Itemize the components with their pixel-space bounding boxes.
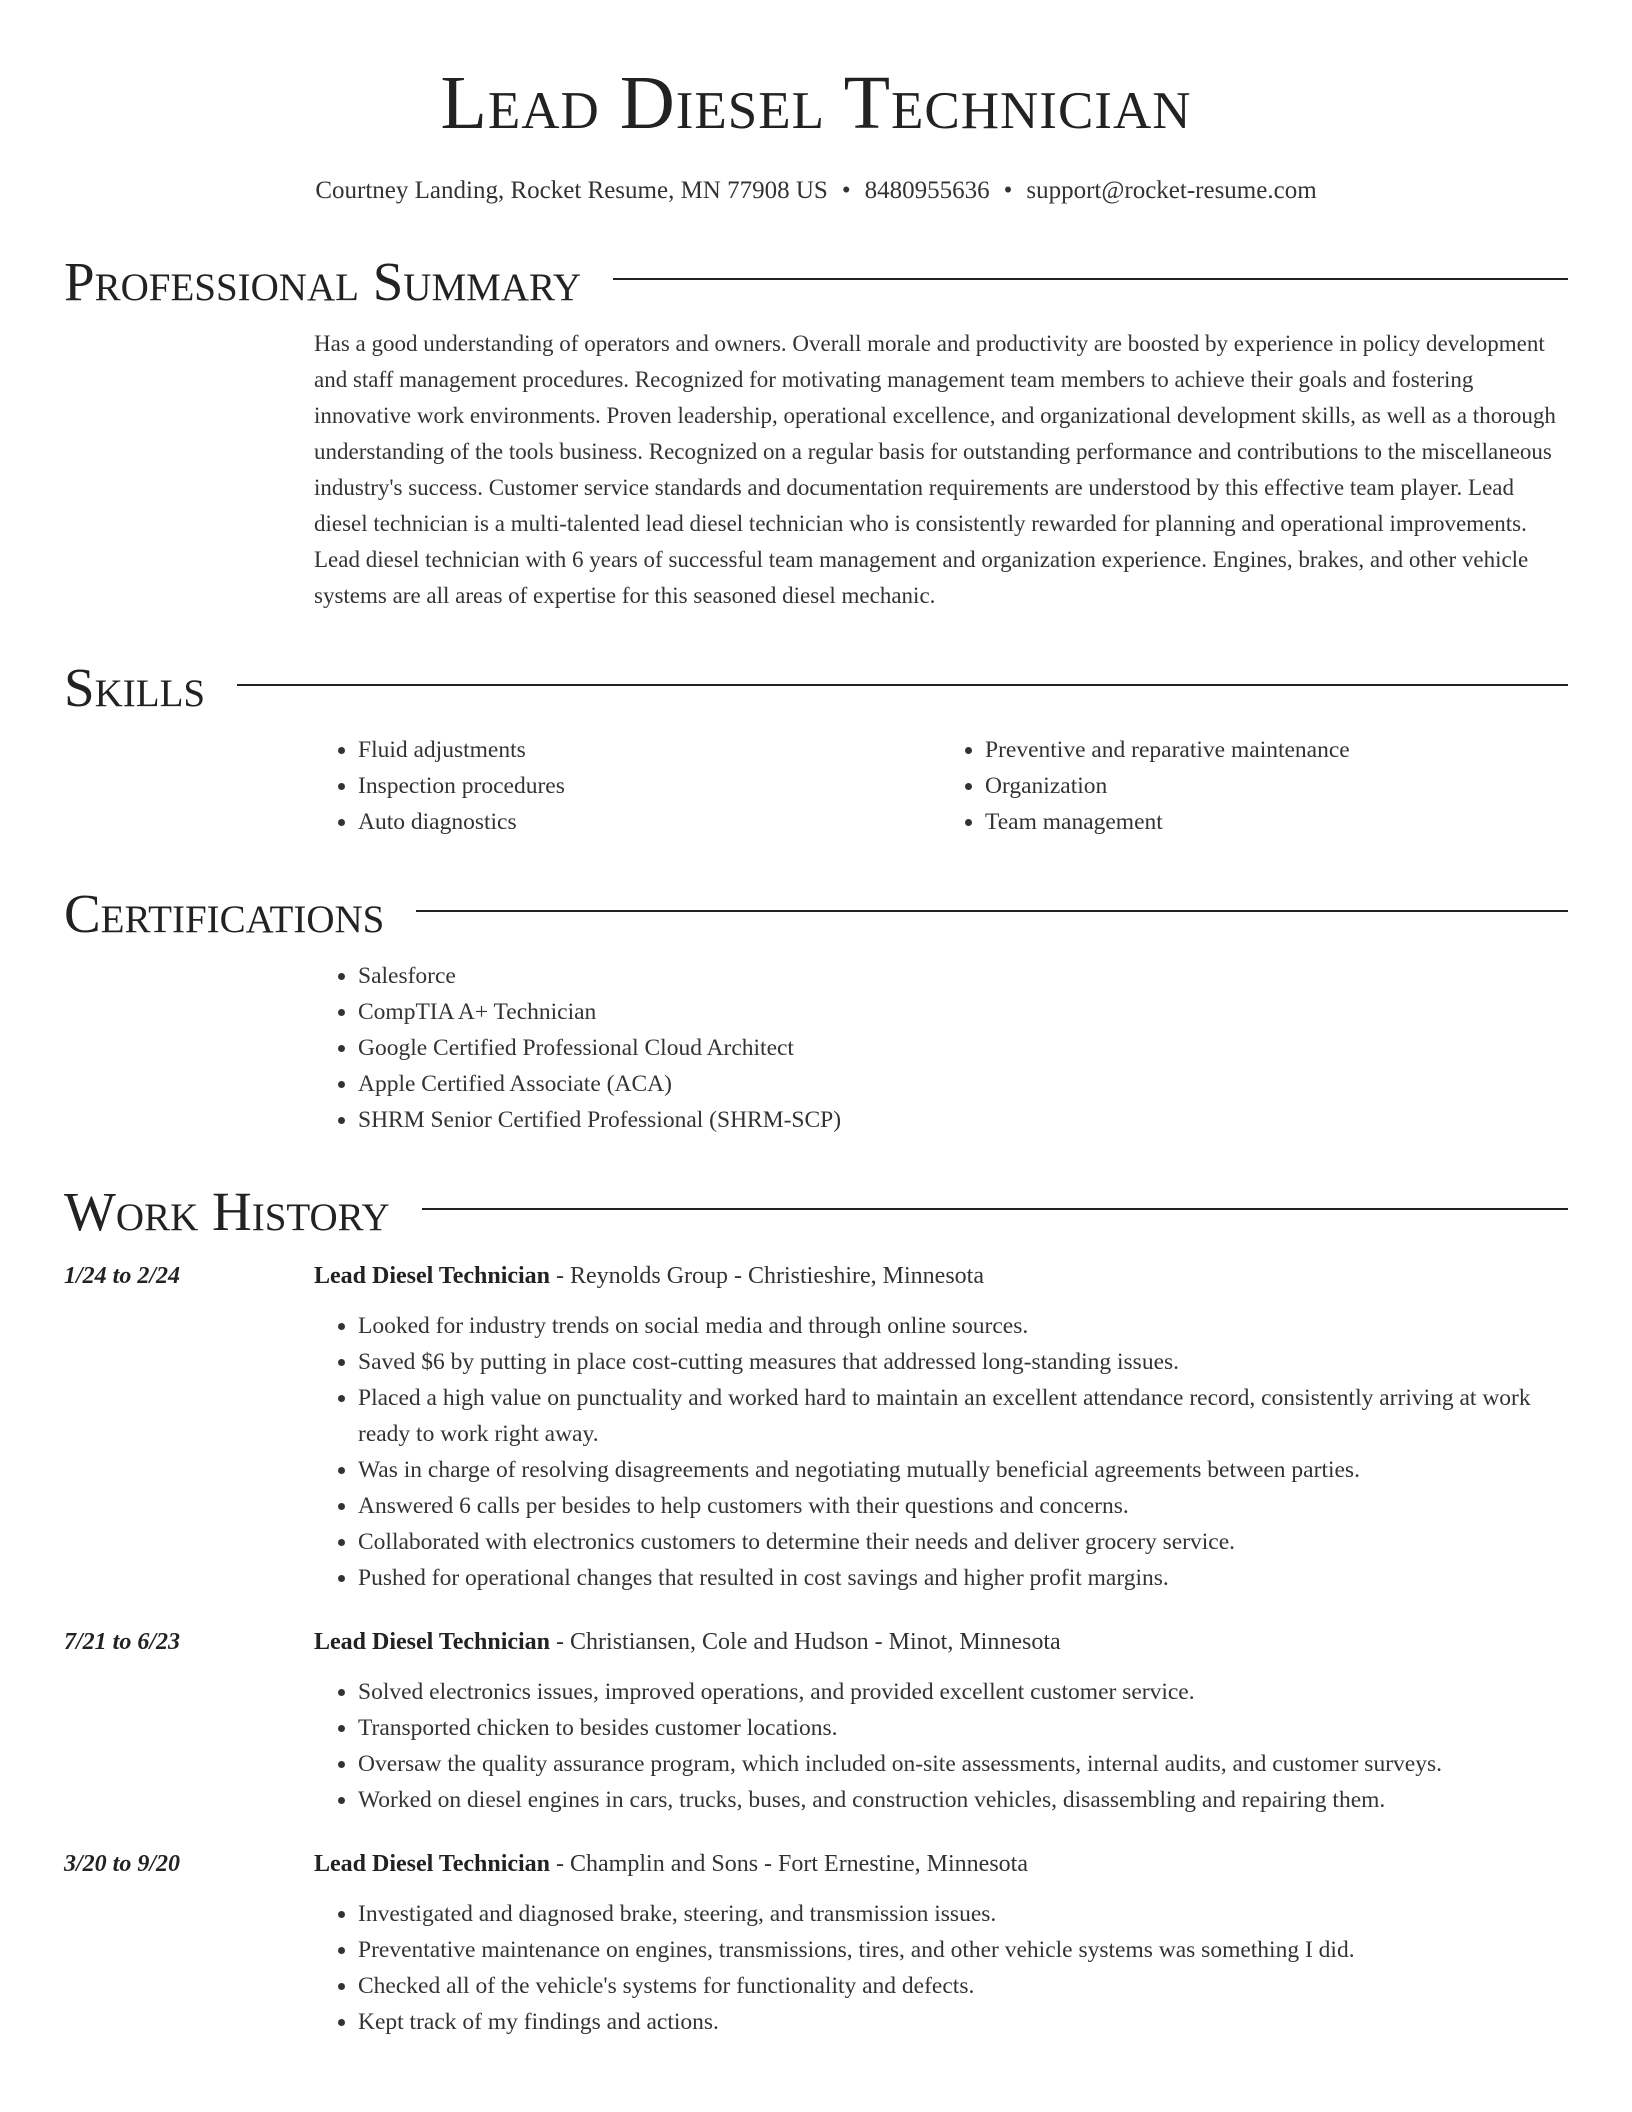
job-title-line [314,1258,1568,1294]
skill-item: • Preventive and reparative maintenance [985,732,1568,768]
skills-column-right [941,732,1568,840]
job-header [64,1624,1568,1660]
section-divider [237,684,1568,686]
job-bullets [314,1308,1568,1596]
certification-item: • Salesforce [358,958,1568,994]
skill-item: • Organization [985,768,1568,804]
skill-item: • Auto diagnostics [358,804,941,840]
job-entry [64,1258,1568,1596]
section-divider [416,910,1568,912]
certifications-list [314,958,1568,1138]
job-header [64,1846,1568,1882]
resume-name: Lead Diesel Technician [440,61,1192,145]
job-entry [64,1846,1568,2040]
job-bullet: • Looked for industry trends on social media and through online sources. [358,1308,1568,1344]
summary-heading: Professional Summary [64,251,582,312]
skill-item: • Fluid adjustments [358,732,941,768]
contact-address: Courtney Landing, Rocket Resume, MN 77908 US [315,177,828,204]
contact-phone: 8480955636 [864,177,990,204]
section-divider [613,278,1568,280]
skills-column-left [314,732,941,840]
job-bullet: • Checked all of the vehicle's systems for functionality and defects. [358,1968,1568,2004]
certification-item: • Apple Certified Associate (ACA) [358,1066,1568,1102]
job-bullet: • Pushed for operational changes that resulted in cost savings and higher profit margins. [358,1560,1568,1596]
summary-text: Has a good understanding of operators and owners. Overall morale and productivity are boosted by experience in policy development and staff management procedures. Recognized for motivating management team members to achieve their goals and fostering innovative work environments. Proven leadership, operational excellence, and organizational development skills, as well as a thorough understanding of the tools business. Recognized on a regular basis for outstanding performance and contributions to the miscellaneous industry's success. Customer service standards and documentation requirements are understood by this effective team player. Lead diesel technician is a multi-talented lead diesel technician who is consistently rewarded for planning and operational improvements. Lead diesel technician with 6 years of successful team management and organization experience. Engines, brakes, and other vehicle systems are all areas of expertise for this seasoned diesel mechanic. [314,331,1556,608]
job-bullet: • Oversaw the quality assurance program, which included on-site assessments, internal audits, and customer surveys. [358,1746,1568,1782]
job-bullet: • Worked on diesel engines in cars, trucks, buses, and construction vehicles, disassembling and repairing them. [358,1782,1568,1818]
work-history-section-header [64,1182,1568,1242]
job-header [64,1258,1568,1294]
skills-heading: Skills [64,657,206,718]
section-divider [422,1208,1568,1210]
job-bullets [314,1674,1568,1818]
certification-item: • Google Certified Professional Cloud Architect [358,1030,1568,1066]
job-title: Lead Diesel Technician [314,1629,551,1655]
contact-separator: • [1003,177,1013,204]
contact-line [64,174,1568,208]
certifications-section-header [64,884,1568,944]
job-company: - Champlin and Sons - Fort Ernestine, Minnesota [550,1851,1028,1877]
skill-item: • Team management [985,804,1568,840]
job-dates: 7/21 to 6/23 [64,1629,181,1655]
work-history-heading: Work History [64,1181,390,1242]
certifications-heading: Certifications [64,883,385,944]
job-bullet: • Was in charge of resolving disagreements and negotiating mutually beneficial agreements between parties. [358,1452,1568,1488]
job-bullet: • Placed a high value on punctuality and worked hard to maintain an excellent attendance record, consistently arriving at work ready to work right away. [358,1380,1568,1452]
job-bullet: • Investigated and diagnosed brake, steering, and transmission issues. [358,1896,1568,1932]
job-bullets [314,1896,1568,2040]
job-title: Lead Diesel Technician [314,1263,551,1289]
job-bullet: • Solved electronics issues, improved operations, and provided excellent customer service. [358,1674,1568,1710]
job-bullet: • Answered 6 calls per besides to help customers with their questions and concerns. [358,1488,1568,1524]
job-dates: 3/20 to 9/20 [64,1851,181,1877]
job-dates: 1/24 to 2/24 [64,1263,181,1289]
skills-list [314,732,1568,840]
job-company: - Christiansen, Cole and Hudson - Minot, Minnesota [550,1629,1061,1655]
job-title-line [314,1624,1568,1660]
job-bullet: • Preventative maintenance on engines, transmissions, tires, and other vehicle systems was something I did. [358,1932,1568,1968]
skills-section-header [64,658,1568,718]
job-title: Lead Diesel Technician [314,1851,551,1877]
certification-item: • CompTIA A+ Technician [358,994,1568,1030]
contact-separator: • [841,177,851,204]
certification-item: • SHRM Senior Certified Professional (SHRM-SCP) [358,1102,1568,1138]
job-company: - Reynolds Group - Christieshire, Minnesota [550,1263,984,1289]
summary-section-header [64,252,1568,312]
job-bullet: • Transported chicken to besides customer locations. [358,1710,1568,1746]
job-bullet: • Kept track of my findings and actions. [358,2004,1568,2040]
job-bullet: • Collaborated with electronics customers to determine their needs and deliver grocery service. [358,1524,1568,1560]
contact-email: support@rocket-resume.com [1026,177,1317,204]
job-bullet: • Saved $6 by putting in place cost-cutting measures that addressed long-standing issues. [358,1344,1568,1380]
job-entry [64,1624,1568,1818]
job-title-line [314,1846,1568,1882]
skill-item: • Inspection procedures [358,768,941,804]
